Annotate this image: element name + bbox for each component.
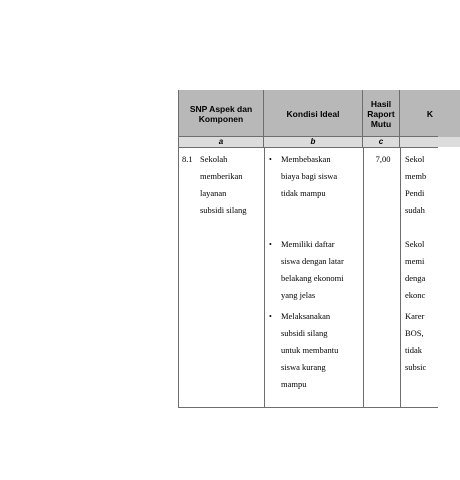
kondisi-text: Sekol memb Pendi sudah — [405, 154, 427, 215]
header-snp-aspek: SNP Aspek dan Komponen — [178, 90, 264, 137]
header-kondisi-ideal: Kondisi Ideal — [264, 90, 363, 137]
header-kondisi: K — [400, 90, 460, 137]
kondisi-text: Sekol memi denga ekonc — [405, 239, 426, 300]
col-border-b — [264, 147, 265, 408]
kondisi-text: Karer BOS, tidak subsic — [405, 311, 427, 372]
ideal-item: Memiliki daftar siswa dengan latar belakang ekonomi yang jelas — [281, 239, 344, 300]
col-border-d — [400, 147, 401, 408]
table-bottom-border-right — [264, 407, 438, 408]
col-border-left — [178, 147, 179, 408]
table-clip — [178, 90, 434, 420]
bullet-icon: • — [269, 240, 272, 249]
subheader-c: c — [363, 137, 400, 147]
ideal-item: Melaksanakan subsidi silang untuk membantu siswa kurang mampu — [281, 311, 339, 389]
row-number: 8.1 — [182, 154, 193, 164]
score-value: 7,00 — [375, 154, 391, 164]
bullet-icon: • — [269, 155, 272, 164]
quality-report-table — [178, 90, 438, 408]
subheader-b: b — [264, 137, 363, 147]
header-divider — [178, 136, 438, 137]
aspect-text: Sekolah memberikan layanan subsidi silang — [200, 154, 247, 215]
header-hasil-raport: Hasil Raport Mutu — [363, 90, 400, 137]
subheader-a: a — [178, 137, 264, 147]
subheader-d — [400, 137, 460, 147]
ideal-item: Membebaskan biaya bagi siswa tidak mampu — [281, 154, 338, 198]
col-border-c — [363, 147, 364, 408]
subheader-divider — [178, 147, 438, 148]
table-bottom-border — [178, 407, 264, 408]
bullet-icon: • — [269, 312, 272, 321]
